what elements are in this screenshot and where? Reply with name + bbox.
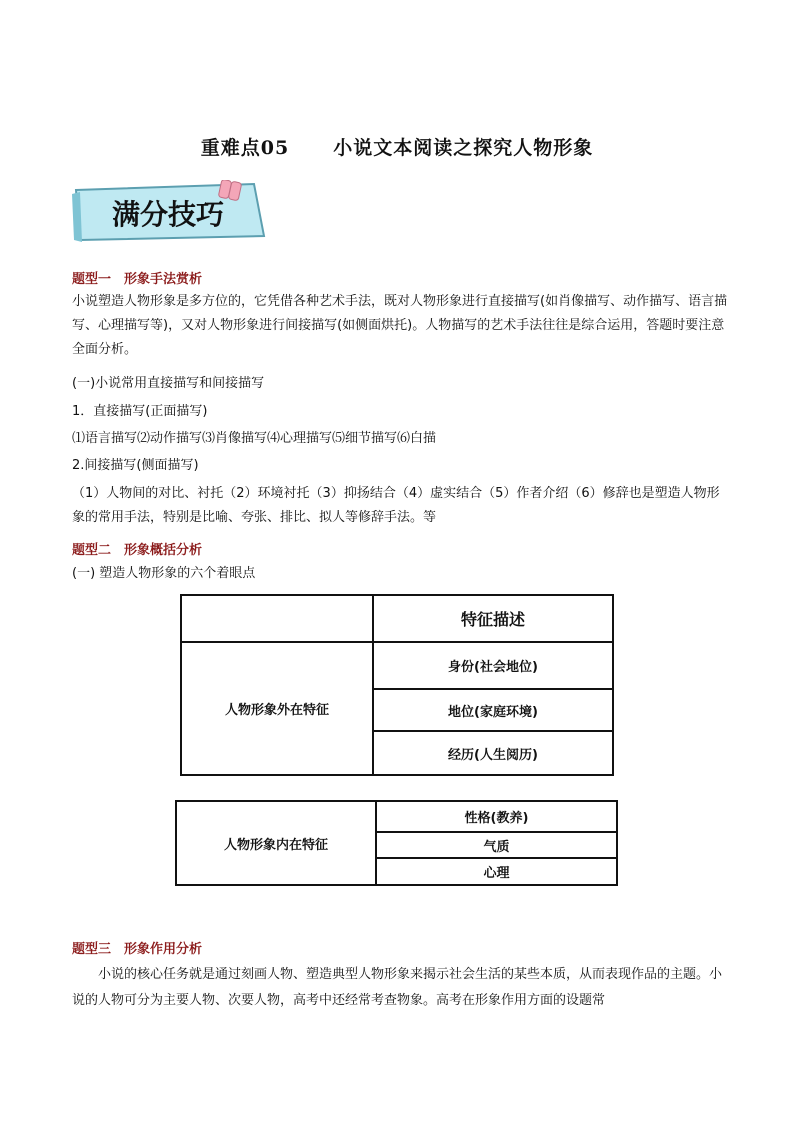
item1-title: 1．直接描写(正面描写) [72, 404, 208, 419]
table1-category: 人物形象外在特征 [181, 642, 373, 775]
table2-row: 心理 [376, 858, 617, 885]
table1-row: 地位(家庭环境) [373, 689, 613, 731]
item2-text: （1）人物间的对比、衬托（2）环境衬托（3）抑扬结合（4）虚实结合（5）作者介绍（6）修辞也是塑造人物形象的常用手法，特别是比喻、夸张、排比、拟人等修辞手法。等 [72, 486, 720, 525]
section1-heading: 题型一 形象手法赏析 [72, 272, 203, 287]
table1-empty-cell [181, 595, 373, 642]
table2-row: 气质 [376, 832, 617, 858]
table-internal-traits [175, 800, 618, 886]
section1-paragraph: 小说塑造人物形象是多方位的，它凭借各种艺术手法，既对人物形象进行直接描写(如肖像描写、动作描写、语言描写、心理描写等)，又对人物形象进行间接描写(如侧面烘托)。人物描写的艺术手法往往是综合运用，答题时要注意全面分析。 [72, 294, 728, 357]
banner-label: 满分技巧 [111, 198, 225, 231]
section1-subheading: (一)小说常用直接描写和间接描写 [72, 376, 265, 391]
item1-list: ⑴语言描写⑵动作描写⑶肖像描写⑷心理描写⑸细节描写⑹白描 [72, 431, 437, 446]
page-title [0, 133, 794, 160]
table1-row: 经历(人生阅历) [373, 731, 613, 775]
title-text: 小说文本阅读之探究人物形象 [333, 137, 594, 159]
table1-header: 特征描述 [373, 595, 613, 642]
section3-paragraph: 小说的核心任务就是通过刻画人物、塑造典型人物形象来揭示社会生活的某些本质，从而表现作品的主题。小说的人物可分为主要人物、次要人物，高考中还经常考查物象。高考在形象作用方面的设题常 [72, 967, 723, 1008]
banner-background [70, 180, 268, 244]
table2-category: 人物形象内在特征 [176, 801, 376, 885]
table1-row: 身份(社会地位) [373, 642, 613, 689]
table2-row: 性格(教养) [376, 801, 617, 832]
section2-heading: 题型二 形象概括分析 [72, 543, 203, 558]
banner [70, 180, 268, 244]
table-external-traits [180, 594, 614, 776]
section3-heading: 题型三 形象作用分析 [72, 942, 203, 957]
title-code: 重难点05 [200, 137, 290, 159]
section2-subheading: (一) 塑造人物形象的六个着眼点 [72, 566, 256, 581]
item2-title: 2.间接描写(侧面描写) [72, 458, 199, 473]
